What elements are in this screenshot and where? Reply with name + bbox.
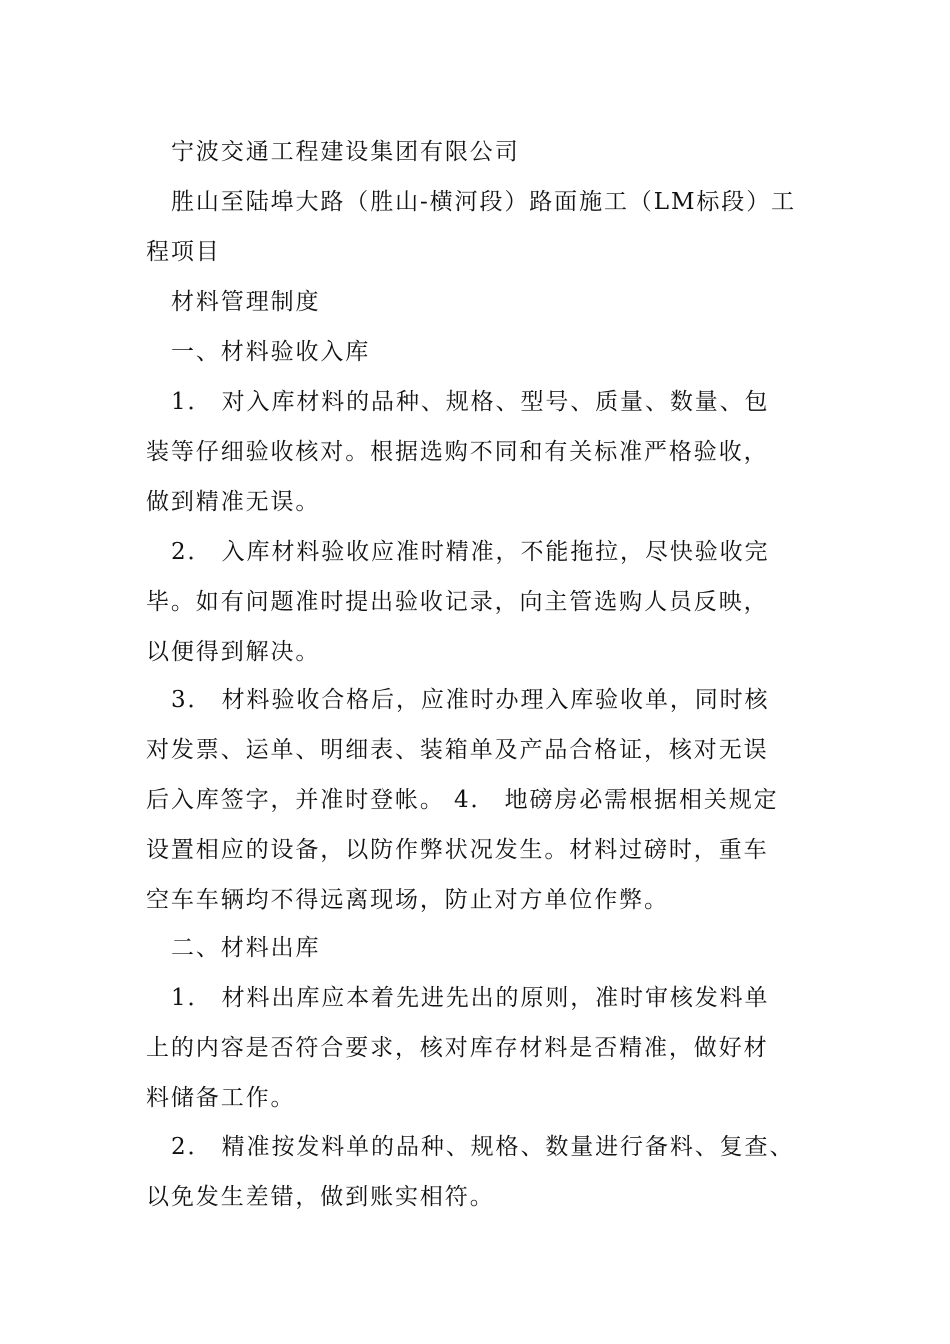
s2-item1-line-3: 料储备工作。 — [146, 1085, 296, 1111]
document-title — [146, 277, 826, 327]
s2-item2-line-2: 以免发生差错，做到账实相符。 — [146, 1184, 495, 1210]
company-name — [146, 127, 826, 177]
s1-item2-line-1: 2． 入库材料验收应准时精准，不能拖拉，尽快验收完 — [171, 539, 770, 565]
section-2-item-1 — [146, 973, 826, 1123]
s1-item1-line-1: 1． 对入库材料的品种、规格、型号、质量、数量、包 — [171, 389, 770, 415]
section-1-item-1 — [146, 377, 826, 527]
s1-item3-line-3: 后入库签字，并准时登帐。 4． 地磅房必需根据相关规定 — [146, 787, 779, 813]
section-1-item-2 — [146, 527, 826, 677]
project-name — [146, 177, 826, 277]
section-1-heading — [146, 327, 826, 377]
project-line-2: 程项目 — [146, 239, 221, 265]
title-line: 材料管理制度 — [171, 289, 321, 315]
project-line-1: 胜山至陆埠大路（胜山-横河段）路面施工（LM标段）工 — [171, 189, 796, 215]
s1-item1-line-2: 装等仔细验收核对。根据选购不同和有关标准严格验收， — [146, 439, 769, 465]
s1-item3-line-1: 3． 材料验收合格后，应准时办理入库验收单，同时核 — [171, 687, 770, 713]
s1-item1-line-3: 做到精准无误。 — [146, 489, 321, 515]
section-1-heading-line: 一、材料验收入库 — [171, 339, 371, 365]
s1-item2-line-3: 以便得到解决。 — [146, 639, 321, 665]
section-2-item-2 — [146, 1122, 826, 1222]
s1-item2-line-2: 毕。如有问题准时提出验收记录，向主管选购人员反映， — [146, 589, 769, 615]
s1-item3-line-4: 设置相应的设备，以防作弊状况发生。材料过磅时，重车 — [146, 837, 769, 863]
company-line: 宁波交通工程建设集团有限公司 — [171, 139, 520, 165]
s1-item3-line-5: 空车车辆均不得远离现场，防止对方单位作弊。 — [146, 887, 669, 913]
section-2-heading — [146, 923, 826, 973]
section-2-heading-line: 二、材料出库 — [171, 935, 321, 961]
s2-item1-line-2: 上的内容是否符合要求，核对库存材料是否精准，做好材 — [146, 1035, 769, 1061]
section-1-item-3 — [146, 675, 826, 925]
s2-item2-line-1: 2． 精准按发料单的品种、规格、数量进行备料、复查、 — [171, 1134, 795, 1160]
s2-item1-line-1: 1． 材料出库应本着先进先出的原则，准时审核发料单 — [171, 985, 770, 1011]
s1-item3-line-2: 对发票、运单、明细表、装箱单及产品合格证，核对无误 — [146, 737, 769, 763]
